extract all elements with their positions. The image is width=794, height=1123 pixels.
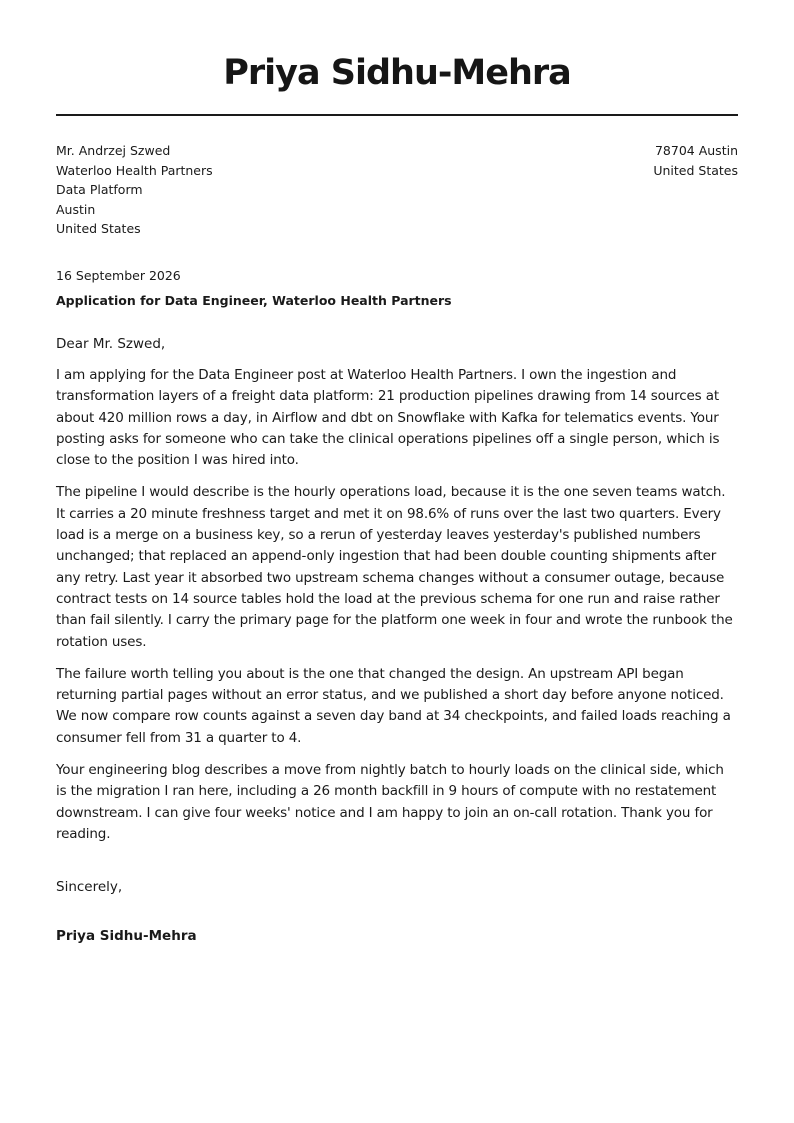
address-block — [56, 141, 738, 239]
body-paragraph-4: Your engineering blog describes a move from nightly batch to hourly loads on the clinical side, which is the migration I ran here, including a 26 month backfill in 9 hours of compute with no restatement downstream. I can give four weeks' notice and I am happy to join an on-call rotation. Thank you for reading. — [56, 762, 724, 842]
letter-subject: Application for Data Engineer, Waterloo Health Partners — [56, 292, 452, 308]
body-paragraph-3: The failure worth telling you about is the one that changed the design. An upstream API began returning partial pages without an error status, and we published a short day before anyone noticed. We now compare row counts against a seven day band at 34 checkpoints, and failed loads reaching a consumer fell from 31 a quarter to 4. — [56, 665, 731, 746]
header-divider — [56, 114, 738, 116]
recipient-city: Austin — [56, 201, 96, 217]
closing: Sincerely, — [56, 879, 123, 896]
cover-letter-page — [56, 0, 738, 946]
recipient-organization: Waterloo Health Partners — [56, 162, 213, 178]
recipient-country: United States — [56, 221, 141, 237]
letter-date: 16 September 2026 — [56, 267, 181, 283]
sender-postcode-city: 78704 Austin — [654, 143, 738, 158]
signature-name: Priya Sidhu-Mehra — [56, 928, 197, 945]
salutation: Dear Mr. Szwed, — [56, 335, 166, 352]
body-paragraph-2: The pipeline I would describe is the hourly operations load, because it is the one seven teams watch. It carries a 20 minute freshness target and met it on 98.6% of runs over the last two quarters. Every load is a merge on a business key, so a rerun of yesterday leaves yesterday's published numbers unchanged; that replaced an append-only ingestion that had been double counting shipments after any retry. Last year it absorbed two upstream schema changes without a consumer outage, because contract tests on 14 source tables hold the load at the previous schema for one run and raise rather than fail silently. I carry the primary page for the platform one week in four and wrote the runbook the rotation uses. — [56, 484, 733, 650]
recipient-address — [56, 141, 213, 239]
recipient-name: Mr. Andrzej Szwed — [56, 143, 171, 158]
sender-country: United States — [653, 162, 738, 178]
sender-address — [653, 141, 738, 239]
applicant-name-heading: Priya Sidhu-Mehra — [223, 53, 571, 93]
recipient-department: Data Platform — [56, 182, 143, 198]
body-paragraph-1: I am applying for the Data Engineer post at Waterloo Health Partners. I own the ingestion and transformation layers of a freight data platform: 21 production pipelines drawing from 14 sources at about 420 million rows a day, in Airflow and dbt on Snowflake with Kafka for telematics events. Your posting asks for someone who can take the clinical operations pipelines off a single person, which is close to the position I was hired into. — [56, 366, 720, 469]
